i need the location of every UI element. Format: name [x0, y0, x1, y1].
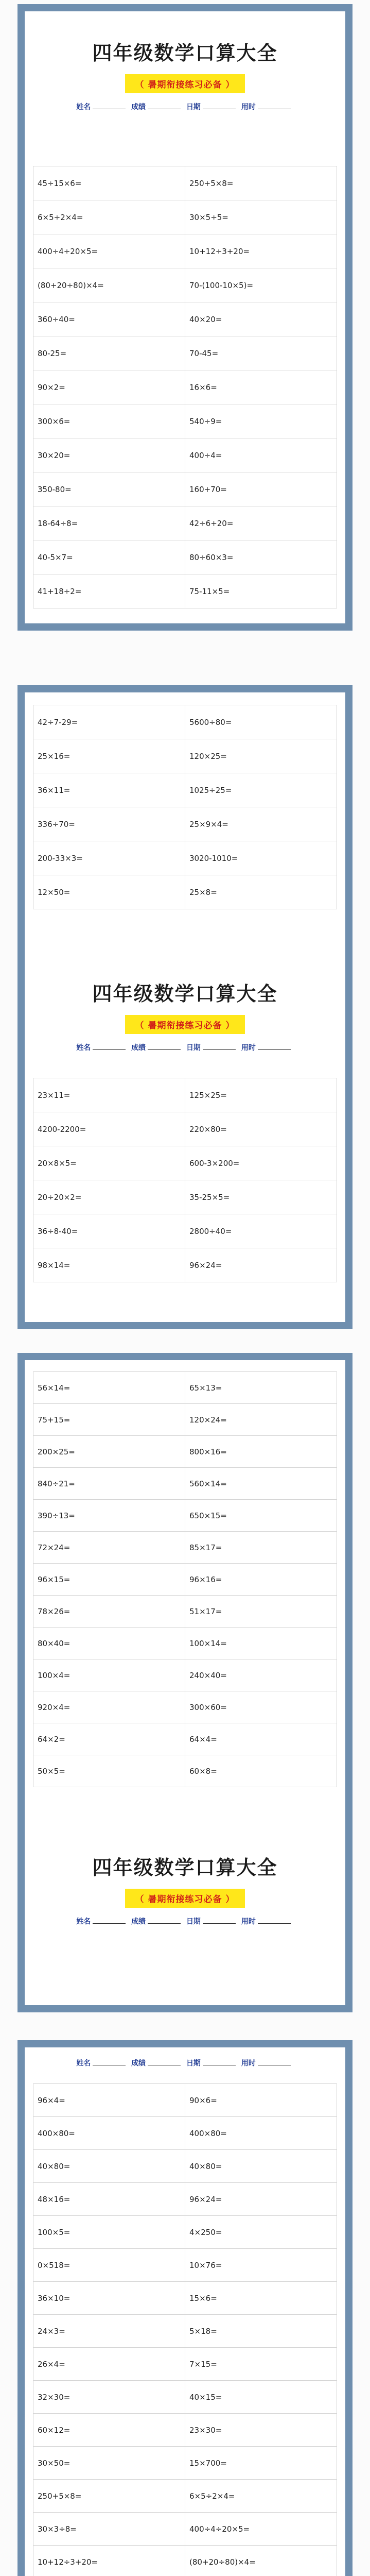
table-row — [33, 268, 337, 302]
problem-cell[interactable]: 650×15= — [185, 1500, 337, 1532]
worksheet-title: 四年级数学口算大全 — [92, 1856, 278, 1879]
problem-cell[interactable]: 64×4= — [185, 1723, 337, 1755]
problem-cell[interactable]: 300×60= — [185, 1691, 337, 1723]
problem-cell[interactable]: 90×6= — [185, 2084, 337, 2117]
problem-cell[interactable]: 3020-1010= — [185, 841, 337, 875]
date-label: 日期 — [186, 2059, 201, 2067]
name-blank[interactable] — [93, 1917, 126, 1924]
problem-cell[interactable]: 20×8×5= — [33, 1146, 185, 1180]
problem-cell[interactable]: 560×14= — [185, 1468, 337, 1500]
problem-cell[interactable]: 120×25= — [185, 739, 337, 773]
date-blank[interactable] — [203, 1043, 236, 1050]
problem-cell[interactable]: 200×25= — [33, 1436, 185, 1468]
problem-cell[interactable]: 96×16= — [185, 1564, 337, 1596]
worksheet-badge: （ 暑期衔接练习必备 ） — [125, 74, 245, 93]
table-row — [33, 1372, 337, 1404]
date-blank[interactable] — [203, 1917, 236, 1924]
table-row — [33, 234, 337, 268]
problem-cell[interactable]: 6×5÷2×4= — [185, 2480, 337, 2513]
worksheet-badge: （ 暑期衔接练习必备 ） — [125, 1015, 245, 1034]
table-row — [33, 404, 337, 438]
problem-cell[interactable]: 80×40= — [33, 1628, 185, 1659]
table-row — [33, 739, 337, 773]
problem-cell[interactable]: 65×13= — [185, 1372, 337, 1404]
table-row — [33, 841, 337, 875]
problem-cell[interactable]: 0×518= — [33, 2249, 185, 2282]
problem-cell[interactable]: 18-64÷8= — [33, 506, 185, 540]
table-row — [33, 1112, 337, 1146]
problem-cell[interactable]: 85×17= — [185, 1532, 337, 1564]
worksheet-title: 四年级数学口算大全 — [92, 42, 278, 64]
problem-cell[interactable]: 42÷6+20= — [185, 506, 337, 540]
score-blank[interactable] — [148, 103, 181, 109]
table-row — [33, 336, 337, 370]
problem-cell[interactable]: 70-45= — [185, 336, 337, 370]
worksheet-badge: （ 暑期衔接练习必备 ） — [125, 1889, 245, 1908]
problem-cell[interactable]: 40-5×7= — [33, 540, 185, 574]
table-row — [33, 1564, 337, 1596]
problem-cell[interactable]: 80÷60×3= — [185, 540, 337, 574]
problem-cell[interactable]: 12×50= — [33, 875, 185, 909]
date-label: 日期 — [186, 1918, 201, 1926]
problem-cell[interactable]: 30×20= — [33, 438, 185, 472]
table-row — [33, 2150, 337, 2183]
problem-cell[interactable]: 920×4= — [33, 1691, 185, 1723]
name-label: 姓名 — [76, 1044, 91, 1052]
problem-cell[interactable]: 70-(100-10×5)= — [185, 268, 337, 302]
problem-cell[interactable]: 4200-2200= — [33, 1112, 185, 1146]
time-blank[interactable] — [258, 1917, 291, 1924]
problem-cell[interactable]: 80-25= — [33, 336, 185, 370]
problem-cell[interactable]: 96×15= — [33, 1564, 185, 1596]
problem-cell[interactable]: 30×5÷5= — [185, 200, 337, 234]
problem-cell[interactable]: 400÷4÷20×5= — [185, 2513, 337, 2546]
name-label: 姓名 — [76, 2059, 91, 2067]
problem-cell[interactable]: 16×6= — [185, 370, 337, 404]
table-row — [33, 1691, 337, 1723]
score-label: 成绩 — [131, 1044, 146, 1052]
problem-table — [33, 705, 337, 909]
problem-cell[interactable]: 48×16= — [33, 2183, 185, 2216]
problem-cell[interactable]: 35-25×5= — [185, 1180, 337, 1214]
problem-cell[interactable]: (80+20÷80)×4= — [185, 2546, 337, 2576]
time-blank[interactable] — [258, 1043, 291, 1050]
problem-cell[interactable]: 40×15= — [185, 2381, 337, 2414]
problem-cell[interactable]: 240×40= — [185, 1659, 337, 1691]
table-row — [33, 1436, 337, 1468]
problem-cell[interactable]: 125×25= — [185, 1078, 337, 1112]
problem-cell[interactable]: 390÷13= — [33, 1500, 185, 1532]
problem-cell[interactable]: 120×24= — [185, 1404, 337, 1436]
problem-cell[interactable]: 26×4= — [33, 2348, 185, 2381]
problem-cell[interactable]: 400÷4= — [185, 438, 337, 472]
time-label: 用时 — [241, 1918, 256, 1926]
score-blank[interactable] — [148, 1043, 181, 1050]
table-row — [33, 2414, 337, 2447]
problem-cell[interactable]: 64×2= — [33, 1723, 185, 1755]
table-row — [33, 1723, 337, 1755]
table-row — [33, 2315, 337, 2348]
problem-cell[interactable]: 32×30= — [33, 2381, 185, 2414]
name-blank[interactable] — [93, 2059, 126, 2065]
table-row — [33, 166, 337, 200]
problem-cell[interactable]: 24×3= — [33, 2315, 185, 2348]
table-row — [33, 1404, 337, 1436]
student-info-line — [25, 2058, 345, 2068]
problem-cell[interactable]: 96×24= — [185, 2183, 337, 2216]
table-row — [33, 2480, 337, 2513]
table-row — [33, 875, 337, 909]
worksheet-card-3 — [17, 1353, 353, 2012]
date-label: 日期 — [186, 1044, 201, 1052]
student-info-line — [25, 1042, 345, 1053]
table-row — [33, 1532, 337, 1564]
problem-cell[interactable]: 90×2= — [33, 370, 185, 404]
problem-cell[interactable]: 40×80= — [33, 2150, 185, 2183]
problem-cell[interactable]: 25×9×4= — [185, 807, 337, 841]
problem-cell[interactable]: 800×16= — [185, 1436, 337, 1468]
problem-cell[interactable]: 336÷70= — [33, 807, 185, 841]
table-row — [33, 1468, 337, 1500]
problem-cell[interactable]: 23×30= — [185, 2414, 337, 2447]
worksheet-card-4 — [17, 2040, 353, 2576]
score-label: 成绩 — [131, 103, 146, 111]
date-blank[interactable] — [203, 103, 236, 109]
table-row — [33, 705, 337, 739]
problem-cell[interactable]: 75-11×5= — [185, 574, 337, 608]
table-row — [33, 2348, 337, 2381]
student-info-line — [25, 1916, 345, 1926]
problem-cell[interactable]: 45÷15×6= — [33, 166, 185, 200]
problem-cell[interactable]: 840÷21= — [33, 1468, 185, 1500]
table-row — [33, 2183, 337, 2216]
problem-cell[interactable]: 56×14= — [33, 1372, 185, 1404]
name-label: 姓名 — [76, 1918, 91, 1926]
problem-cell[interactable]: 72×24= — [33, 1532, 185, 1564]
problem-cell[interactable]: 4×250= — [185, 2216, 337, 2249]
table-row — [33, 773, 337, 807]
problem-cell[interactable]: 40×20= — [185, 302, 337, 336]
problem-cell[interactable]: 96×4= — [33, 2084, 185, 2117]
score-blank[interactable] — [148, 1917, 181, 1924]
problem-cell[interactable]: 540÷9= — [185, 404, 337, 438]
worksheet-card-2 — [17, 685, 353, 1329]
problem-cell[interactable]: 220×80= — [185, 1112, 337, 1146]
problem-cell[interactable]: 10×76= — [185, 2249, 337, 2282]
table-row — [33, 1500, 337, 1532]
table-row — [33, 2546, 337, 2576]
table-row — [33, 506, 337, 540]
problem-cell[interactable]: 5600÷80= — [185, 705, 337, 739]
worksheet-header — [25, 40, 345, 112]
table-row — [33, 1248, 337, 1282]
table-row — [33, 2216, 337, 2249]
problem-table — [33, 1371, 337, 1787]
table-row — [33, 2117, 337, 2150]
time-label: 用时 — [241, 1044, 256, 1052]
table-row — [33, 2513, 337, 2546]
table-row — [33, 2249, 337, 2282]
problem-cell[interactable]: 23×11= — [33, 1078, 185, 1112]
table-row — [33, 2447, 337, 2480]
problem-cell[interactable]: 360÷40= — [33, 302, 185, 336]
problem-cell[interactable]: 30×3÷8= — [33, 2513, 185, 2546]
problem-cell[interactable]: 50×5= — [33, 1755, 185, 1787]
time-label: 用时 — [241, 103, 256, 111]
problem-cell[interactable]: 2800÷40= — [185, 1214, 337, 1248]
problem-cell[interactable]: 41+18÷2= — [33, 574, 185, 608]
score-label: 成绩 — [131, 1918, 146, 1926]
table-row — [33, 1755, 337, 1787]
name-label: 姓名 — [76, 103, 91, 111]
score-blank[interactable] — [148, 2059, 181, 2065]
problem-cell[interactable]: 1025÷25= — [185, 773, 337, 807]
problem-cell[interactable]: 25×16= — [33, 739, 185, 773]
name-blank[interactable] — [93, 1043, 126, 1050]
problem-cell[interactable]: 250+5×8= — [33, 2480, 185, 2513]
problem-cell[interactable]: 400×80= — [33, 2117, 185, 2150]
problem-cell[interactable]: 36×11= — [33, 773, 185, 807]
problem-cell[interactable]: 300×6= — [33, 404, 185, 438]
table-row — [33, 540, 337, 574]
time-blank[interactable] — [258, 103, 291, 109]
problem-cell[interactable]: 30×50= — [33, 2447, 185, 2480]
table-row — [33, 1628, 337, 1659]
problem-cell[interactable]: 10+12÷3+20= — [33, 2546, 185, 2576]
problem-cell[interactable]: 60×12= — [33, 2414, 185, 2447]
worksheet-title: 四年级数学口算大全 — [92, 982, 278, 1005]
time-label: 用时 — [241, 2059, 256, 2067]
table-row — [33, 200, 337, 234]
date-label: 日期 — [186, 103, 201, 111]
problem-cell[interactable]: 600-3×200= — [185, 1146, 337, 1180]
problem-cell[interactable]: 100×5= — [33, 2216, 185, 2249]
problem-cell[interactable]: 42÷7-29= — [33, 705, 185, 739]
date-blank[interactable] — [203, 2059, 236, 2065]
problem-cell[interactable]: 6×5÷2×4= — [33, 200, 185, 234]
problem-cell[interactable]: 10+12÷3+20= — [185, 234, 337, 268]
problem-table — [33, 2083, 337, 2576]
problem-cell[interactable]: (80+20÷80)×4= — [33, 268, 185, 302]
table-row — [33, 1146, 337, 1180]
problem-table — [33, 166, 337, 608]
table-row — [33, 807, 337, 841]
time-blank[interactable] — [258, 2059, 291, 2065]
worksheet-header — [25, 1855, 345, 1926]
problem-cell[interactable]: 160+70= — [185, 472, 337, 506]
problem-cell[interactable]: 36×10= — [33, 2282, 185, 2315]
name-blank[interactable] — [93, 103, 126, 109]
problem-cell[interactable]: 78×26= — [33, 1596, 185, 1628]
table-row — [33, 2084, 337, 2117]
problem-cell[interactable]: 75+15= — [33, 1404, 185, 1436]
table-row — [33, 1180, 337, 1214]
table-row — [33, 1596, 337, 1628]
score-label: 成绩 — [131, 2059, 146, 2067]
table-row — [33, 370, 337, 404]
table-row — [33, 574, 337, 608]
table-row — [33, 1214, 337, 1248]
problem-cell[interactable]: 36÷8-40= — [33, 1214, 185, 1248]
worksheet-header — [25, 2058, 345, 2068]
problem-table — [33, 1078, 337, 1282]
problem-cell[interactable]: 20÷20×2= — [33, 1180, 185, 1214]
problem-cell[interactable]: 40×80= — [185, 2150, 337, 2183]
problem-cell[interactable]: 5×18= — [185, 2315, 337, 2348]
problem-cell[interactable]: 400×80= — [185, 2117, 337, 2150]
table-row — [33, 472, 337, 506]
table-row — [33, 302, 337, 336]
problem-cell[interactable]: 96×24= — [185, 1248, 337, 1282]
problem-cell[interactable]: 200-33×3= — [33, 841, 185, 875]
problem-cell[interactable]: 7×15= — [185, 2348, 337, 2381]
student-info-line — [25, 101, 345, 112]
problem-cell[interactable]: 51×17= — [185, 1596, 337, 1628]
problem-cell[interactable]: 15×700= — [185, 2447, 337, 2480]
problem-cell[interactable]: 400÷4÷20×5= — [33, 234, 185, 268]
problem-cell[interactable]: 15×6= — [185, 2282, 337, 2315]
worksheet-header — [25, 981, 345, 1053]
problem-cell[interactable]: 250+5×8= — [185, 166, 337, 200]
worksheet-card-1 — [17, 4, 353, 631]
table-row — [33, 2381, 337, 2414]
table-row — [33, 1659, 337, 1691]
problem-cell[interactable]: 98×14= — [33, 1248, 185, 1282]
table-row — [33, 1078, 337, 1112]
table-row — [33, 438, 337, 472]
problem-cell[interactable]: 25×8= — [185, 875, 337, 909]
problem-cell[interactable]: 100×4= — [33, 1659, 185, 1691]
problem-cell[interactable]: 60×8= — [185, 1755, 337, 1787]
table-row — [33, 2282, 337, 2315]
problem-cell[interactable]: 350-80= — [33, 472, 185, 506]
problem-cell[interactable]: 100×14= — [185, 1628, 337, 1659]
